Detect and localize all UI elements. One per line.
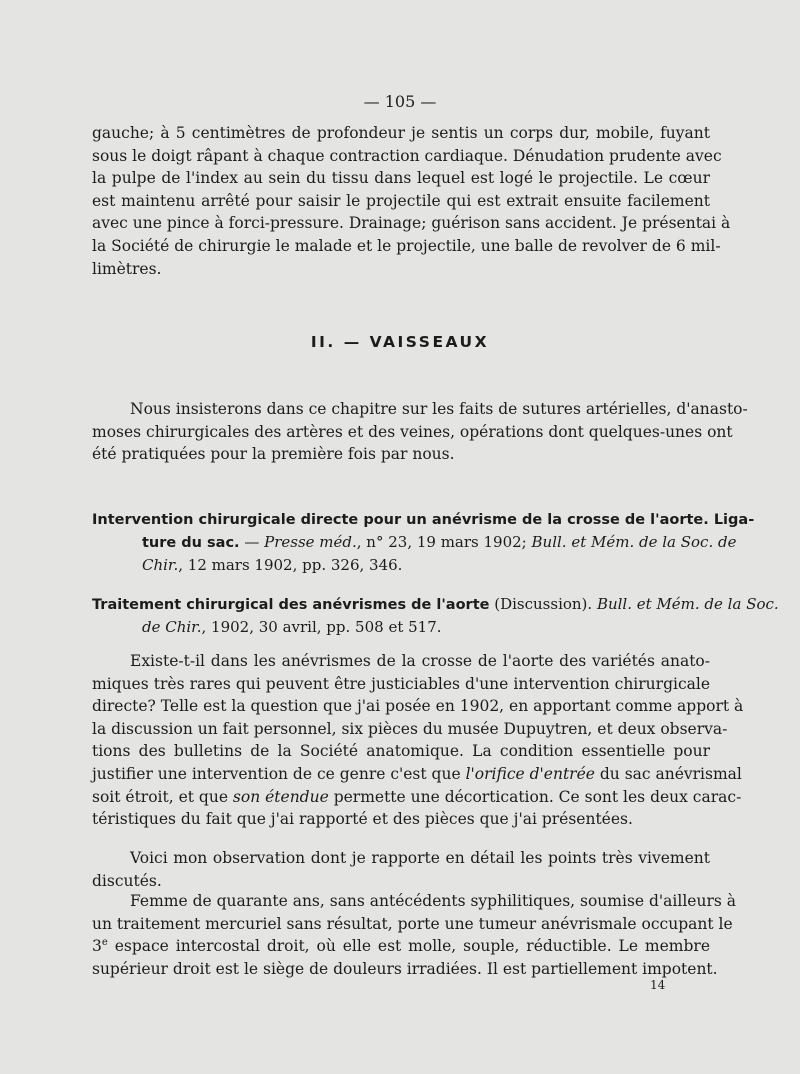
text-line: Voici mon observation dont je rapporte en détail les points très vivement <box>130 849 710 867</box>
text-line: moses chirurgicales des artères et des veines, opérations dont quelques-unes ont <box>92 422 733 441</box>
journal-name: Bull. et Mém. de la Soc. <box>596 595 779 613</box>
text-line: miques très rares qui peuvent être justiciables d'une intervention chirurgicale <box>92 674 710 693</box>
text-line: Nous insisterons dans ce chapitre sur les faits de sutures artérielles, d'anasto- <box>130 400 748 418</box>
text-line: été pratiquées pour la première fois par nous. <box>92 445 455 464</box>
text-line: la pulpe de l'index au sein du tissu dans lequel est logé le projectile. Le cœur <box>92 169 710 188</box>
text-line: discutés. <box>92 871 162 890</box>
journal-name: Chir. <box>142 556 179 574</box>
intro-paragraph <box>92 398 748 466</box>
text-line: limètres. <box>92 259 162 278</box>
text-line: est maintenu arrêté pour saisir le projectile qui est extrait ensuite facilement <box>92 191 710 210</box>
emphasis: l'orifice <box>465 764 525 783</box>
text-line <box>92 763 742 786</box>
reference-citation-line <box>92 616 710 638</box>
opening-paragraph <box>92 122 731 280</box>
text-line: gauche; à 5 centimètres de profondeur je sentis un corps dur, mobile, fuyant <box>92 124 710 142</box>
text-line: Existe-t-il dans les anévrismes de la crosse de l'aorte des variétés anato- <box>130 652 710 670</box>
journal-name: de Chir. <box>142 618 202 636</box>
text-line: sous le doigt râpant à chaque contraction cardiaque. Dénudation prudente avec <box>92 146 722 165</box>
text-line: directe? Telle est la question que j'ai posée en 1902, en apportant comme apport à <box>92 697 744 716</box>
text-run: espace intercostal droit, où elle est molle, souple, réductible. Le membre <box>107 937 710 956</box>
citation: , n° 23, 19 mars 1902; <box>356 533 532 551</box>
reference-title: ture du sac. <box>142 535 240 551</box>
text-line: supérieur droit est le siège de douleurs irradiées. Il est partiellement impotent. <box>92 959 718 978</box>
reference-citation-line <box>92 531 737 554</box>
reference-entry-2 <box>92 593 779 638</box>
citation: , 1902, 30 avril, pp. 508 et 517. <box>201 618 442 636</box>
text-run: soit étroit, et que <box>92 787 233 806</box>
text-line <box>92 935 710 958</box>
reference-note: (Discussion). <box>489 595 597 613</box>
text-line: Femme de quarante ans, sans antécédents syphilitiques, soumise d'ailleurs à <box>130 892 736 910</box>
text-line: avec une pince à forci-pressure. Drainage; guérison sans accident. Je présentai à <box>92 214 731 233</box>
journal-name: Presse méd. <box>264 533 357 551</box>
emphasis: son étendue <box>232 787 329 806</box>
dash: — <box>239 533 265 551</box>
text-line <box>92 786 742 809</box>
superscript: e <box>101 937 108 949</box>
signature-mark: 14 <box>650 978 666 992</box>
reference-citation-line <box>92 554 710 576</box>
text-line: un traitement mercuriel sans résultat, porte une tumeur anévrismale occupant le <box>92 914 733 933</box>
section-heading: II. — VAISSEAUX <box>310 333 490 351</box>
text-run: permette une décortication. Ce sont les deux carac- <box>328 787 742 806</box>
text-run: justifier une intervention de ce genre c'est que <box>92 764 466 783</box>
reference-title-line <box>92 593 779 616</box>
reference-title: Traitement chirurgical des anévrismes de l'aorte <box>92 597 490 613</box>
page-number: — 105 — <box>363 92 437 111</box>
text-line: téristiques du fait que j'ai rapporté et des pièces que j'ai présentées. <box>92 810 633 829</box>
reference-title: Intervention chirurgicale directe pour un anévrisme de la crosse de l'aorte. Liga- <box>92 512 755 528</box>
citation: , 12 mars 1902, pp. 326, 346. <box>178 556 403 574</box>
reference-entry-1 <box>92 508 755 576</box>
text-run: du sac anévrismal <box>594 764 742 783</box>
emphasis: d'entrée <box>529 764 595 783</box>
reference-title-line <box>92 508 755 531</box>
text-line: la discussion un fait personnel, six pièces du musée Dupuytren, et deux observa- <box>92 719 728 738</box>
case-paragraph <box>92 890 736 980</box>
observation-paragraph <box>92 847 710 892</box>
journal-name: Bull. et Mém. de la Soc. de <box>531 533 737 551</box>
text-run: 3 <box>92 937 102 956</box>
text-line: la Société de chirurgie le malade et le projectile, une balle de revolver de 6 mil- <box>92 236 721 255</box>
discussion-paragraph <box>92 650 744 831</box>
text-line: tions des bulletins de la Société anatomique. La condition essentielle pour <box>92 742 710 761</box>
